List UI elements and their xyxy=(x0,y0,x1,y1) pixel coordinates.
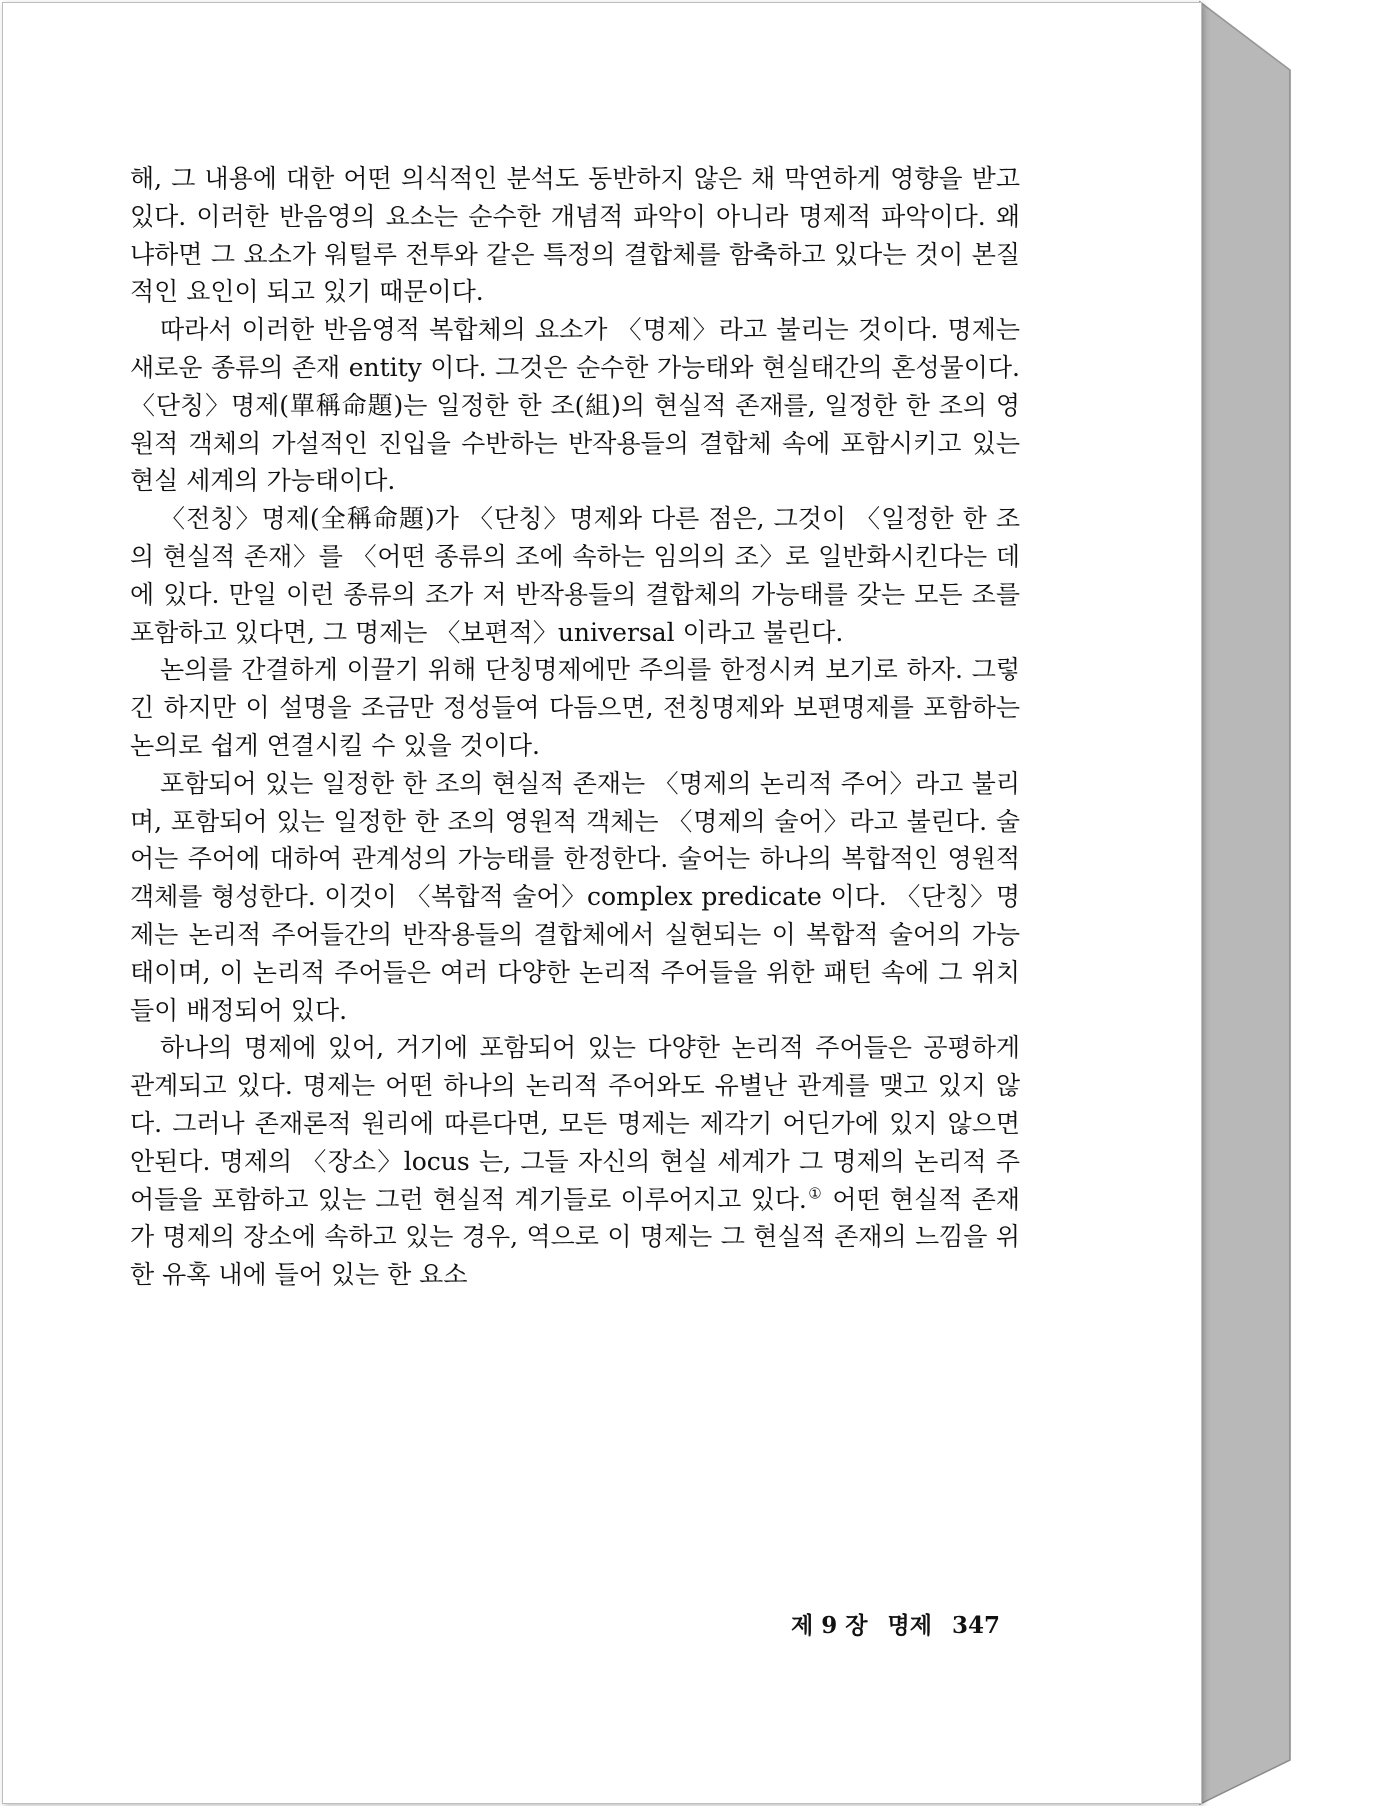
paragraph-3 xyxy=(130,500,1020,651)
paragraph-6-text: 하나의 명제에 있어, 거기에 포함되어 있는 다양한 논리적 주어들은 공평하게 관계되고 있다. 명제는 어떤 하나의 논리적 주어와도 유별난 관계를 맺고 있지 않다. 그러나 존재론적 원리에 따른다면, 모든 명제는 제각기 어딘가에 있지 않으면 안된다. 명제의 〈장소〉locus 는, 그들 자신의 현실 세계가 그 명제의 논리적 주어들을 포함하고 있는 그런 현실적 계기들로 이루어지고 있다. xyxy=(130,1033,1020,1214)
footer-chapter: 제 9 장 xyxy=(791,1612,868,1639)
paragraph-2-text: 따라서 이러한 반음영적 복합체의 요소가 〈명제〉라고 불리는 것이다. 명제는 새로운 종류의 존재 entity 이다. 그것은 순수한 가능태와 현실태간의 혼성물이다. 〈단칭〉명제(單稱命題)는 일정한 한 조(組)의 현실적 존재를, 일정한 한 조의 영원적 객체의 가설적인 진입을 수반하는 반작용들의 결합체 속에 포함시키고 있는 현실 세계의 가능태이다. xyxy=(130,315,1020,496)
running-footer xyxy=(770,1607,1000,1640)
paragraph-4 xyxy=(130,651,1020,764)
book-side-face xyxy=(1200,2,1290,1804)
paragraph-6-continuation: 어떤 현실적 존재가 명제의 장소에 속하고 있는 경우, 역으로 이 명제는 그 현실적 존재의 느낌을 위한 유혹 내에 들어 있는 한 요소 xyxy=(130,1184,1020,1290)
paragraph-5 xyxy=(130,765,1020,1030)
body-text xyxy=(130,160,1020,1294)
paragraph-6 xyxy=(130,1029,1020,1294)
paragraph-3-text: 〈전칭〉명제(全稱命題)가 〈단칭〉명제와 다른 점은, 그것이 〈일정한 한 조의 현실적 존재〉를 〈어떤 종류의 조에 속하는 임의의 조〉로 일반화시킨다는 데에 있다. 만일 이런 종류의 조가 저 반작용들의 결합체의 가능태를 갖는 모든 조를 포함하고 있다면, 그 명제는 〈보편적〉universal 이라고 불린다. xyxy=(130,504,1020,647)
paragraph-4-text: 논의를 간결하게 이끌기 위해 단칭명제에만 주의를 한정시켜 보기로 하자. 그렇긴 하지만 이 설명을 조금만 정성들여 다듬으면, 전칭명제와 보편명제를 포함하는 논의로 쉽게 연결시킬 수 있을 것이다. xyxy=(130,655,1020,760)
paragraph-1-text: 해, 그 내용에 대한 어떤 의식적인 분석도 동반하지 않은 채 막연하게 영향을 받고 있다. 이러한 반음영의 요소는 순수한 개념적 파악이 아니라 명제적 파악이다. 왜냐하면 그 요소가 워털루 전투와 같은 특정의 결합체를 함축하고 있다는 것이 본질적인 요인이 되고 있기 때문이다. xyxy=(130,164,1020,307)
page-number: 347 xyxy=(951,1612,1000,1639)
footer-title: 명제 xyxy=(887,1612,932,1639)
footnote-reference: ① xyxy=(806,1184,824,1203)
paragraph-1 xyxy=(130,160,1020,311)
paragraph-5-text: 포함되어 있는 일정한 한 조의 현실적 존재는 〈명제의 논리적 주어〉라고 불리며, 포함되어 있는 일정한 한 조의 영원적 객체는 〈명제의 술어〉라고 불린다. 술어는 주어에 대하여 관계성의 가능태를 한정한다. 술어는 하나의 복합적인 영원적 객체를 형성한다. 이것이 〈복합적 술어〉complex predicate 이다. 〈단칭〉명제는 논리적 주어들간의 반작용들의 결합체에서 실현되는 이 복합적 술어의 가능태이며, 이 논리적 주어들은 여러 다양한 논리적 주어들을 위한 패턴 속에 그 위치들이 배정되어 있다. xyxy=(130,768,1020,1025)
paragraph-2 xyxy=(130,311,1020,500)
